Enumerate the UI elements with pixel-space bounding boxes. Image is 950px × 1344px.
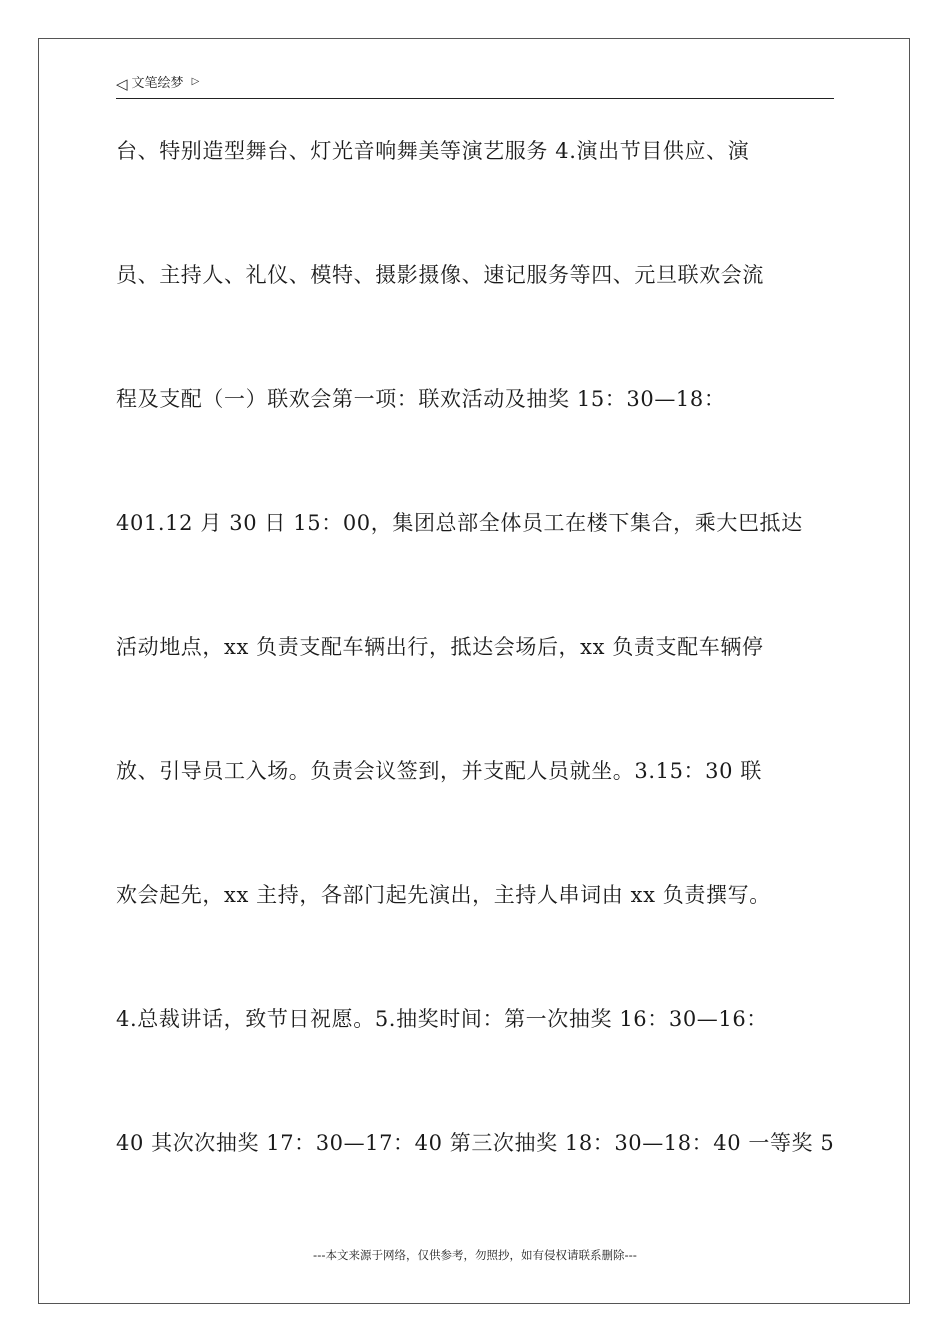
header-title: 文笔绘梦: [131, 76, 184, 91]
text-line: 程及支配（一）联欢会第一项：联欢活动及抽奖 15：30—18：: [116, 387, 726, 411]
page-header: [116, 72, 834, 99]
text-line: 4.总裁讲话，致节日祝愿。5.抽奖时间：第一次抽奖 16：30—16：: [116, 1007, 768, 1031]
document-body: [116, 125, 834, 1241]
text-line: 活动地点，xx 负责支配车辆出行，抵达会场后，xx 负责支配车辆停: [116, 635, 764, 659]
text-line: 员、主持人、礼仪、模特、摄影摄像、速记服务等四、元旦联欢会流: [116, 263, 764, 287]
triangle-left-icon: ◁: [116, 75, 128, 93]
text-line: 欢会起先，xx 主持，各部门起先演出，主持人串词由 xx 负责撰写。: [116, 883, 771, 907]
triangle-right-icon: ▷: [191, 76, 200, 87]
page-footer: ---本文来源于网络，仅供参考，勿照抄，如有侵权请联系删除---: [313, 1248, 637, 1262]
text-line: 放、引导员工入场。负责会议签到，并支配人员就坐。3.15：30 联: [116, 759, 762, 783]
text-line: 401.12 月 30 日 15：00，集团总部全体员工在楼下集合，乘大巴抵达: [116, 511, 803, 535]
text-line: 台、特别造型舞台、灯光音响舞美等演艺服务 4.演出节目供应、演: [116, 139, 750, 163]
text-line: 40 其次次抽奖 17：30—17：40 第三次抽奖 18：30—18：40 一等奖 5: [116, 1131, 835, 1155]
